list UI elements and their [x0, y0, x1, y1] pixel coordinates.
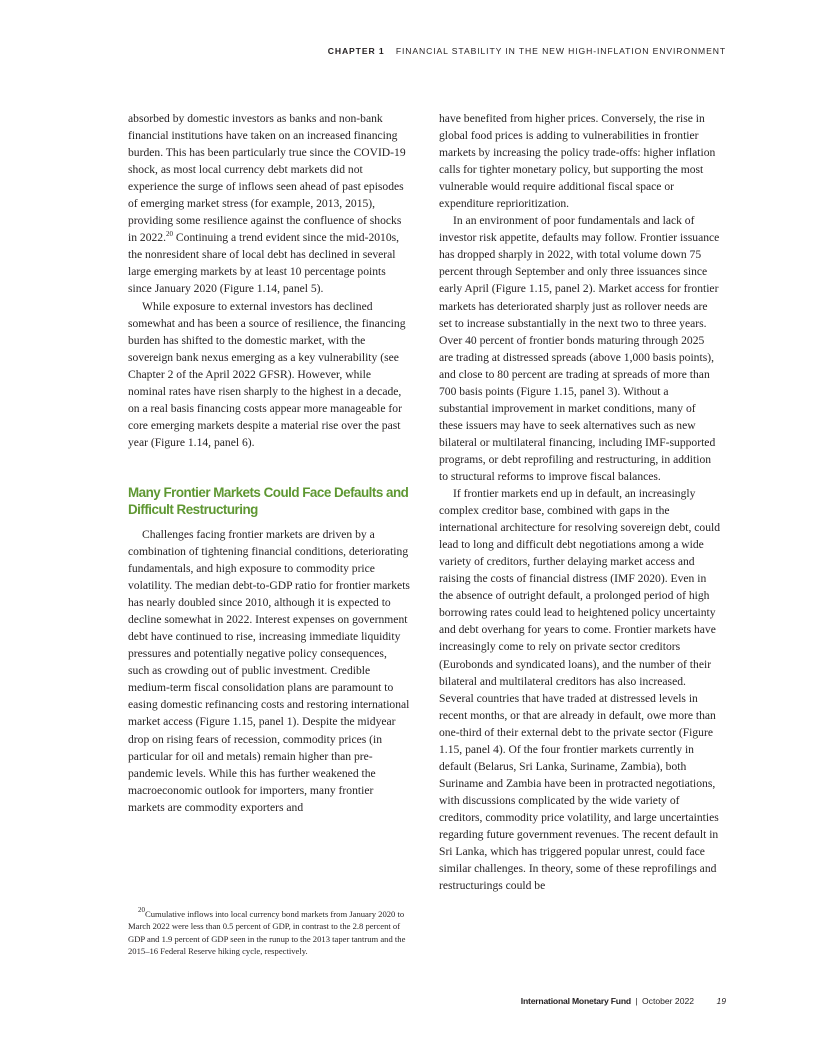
footnote-reference[interactable]: 20 [166, 230, 174, 239]
footnote-body [128, 908, 414, 958]
footnote [128, 908, 414, 958]
right-column [439, 110, 721, 894]
page-number: 19 [716, 996, 726, 1006]
footnote-number: 20 [138, 906, 145, 914]
paragraph: In an environment of poor fundamentals and lack of investor risk appetite, defaults may follow. Frontier issuance has dropped sharply in 2022, with total volume down 75 percent through September and only three issuances since early April (Figure 1.15, panel 2). Market access for frontier markets has deteriorated sharply just as rollover needs are set to increase substantially in the next two to three years. Over 40 percent of frontier bonds maturing through 2025 are trading at distressed spreads (above 1,000 basis points), and close to 80 percent are trading at spreads of more than 700 basis points (Figure 1.15, panel 3). Without a substantial improvement in market conditions, many of these issuers may have to seek alternatives such as new bilateral or multilateral financing, including IMF-supported programs, or debt reprofiling and restructuring, in addition to structural reforms to improve fiscal balances. [439, 214, 720, 483]
section-heading: Many Frontier Markets Could Face Defaults and Difficult Restructuring [128, 484, 409, 517]
chapter-label: CHAPTER 1 [327, 46, 385, 56]
paragraph: Challenges facing frontier markets are driven by a combination of tightening financial conditions, deteriorating fundamentals, and high exposure to commodity price volatility. The median debt-to-GDP ratio for frontier markets has nearly doubled since 2010, although it is expected to decline somewhat in 2022. Interest expenses on government debt have continued to rise, increasing immediate liquidity pressures and potentially negative policy consequences, such as crowding out of public investment. Credible medium-term fiscal consolidation plans are paramount to easing domestic refinancing costs and restoring international market access (Figure 1.15, panel 1). Despite the midyear drop on rising fears of recession, commodity prices (in particular for oil and metals) remain higher than pre-pandemic levels. While this has further weakened the macroeconomic outlook for importers, many frontier markets are commodity exporters and [128, 527, 410, 814]
footer-organization: International Monetary Fund [520, 996, 631, 1006]
paragraph-text: Continuing a trend evident since the mid-2010s, the nonresident share of local debt has declined in several large emerging markets by at least 10 percentage points since January 2020 (Figure 1.14, panel 5). [128, 231, 400, 296]
left-column [128, 110, 410, 816]
chapter-title: FINANCIAL STABILITY IN THE NEW HIGH-INFLATION ENVIRONMENT [395, 46, 726, 56]
paragraph: If frontier markets end up in default, an increasingly complex creditor base, combined with gaps in the international architecture for resolving sovereign debt, could lead to long and difficult debt negotiations among a wide variety of creditors, further delaying market access and raising the costs of financial distress (IMF 2020). Even in the absence of outright default, a prolonged period of high borrowing rates could lead to heightened policy uncertainty and debt overhang for years to come. Frontier markets have increasingly come to rely on private sector creditors (Eurobonds and syndicated loans), and the number of their bilateral and multilateral creditors has also increased. Several countries that have traded at distressed levels in recent months, or that are already in default, owe more than one-third of their external debt to the private sector (Figure 1.15, panel 4). Of the four frontier markets currently in default (Belarus, Sri Lanka, Suriname, Zambia), both Suriname and Zambia have been in protracted negotiations, with discussions complicated by the wide variety of creditors, commodity price volatility, and large uncertainties regarding future government revenues. The recent default in Sri Lanka, which has triggered popular unrest, could face similar challenges. In theory, some of these reprofilings and restructurings could be [439, 487, 721, 893]
footer-separator: | [635, 996, 638, 1006]
paragraph: have benefited from higher prices. Conversely, the rise in global food prices is adding to vulnerabilities in frontier markets by increasing the policy trade-offs: higher inflation calls for tighter monetary policy, but supporting the most vulnerable would require additional fiscal space or expenditure reprioritization. [439, 112, 716, 211]
running-header [328, 46, 726, 56]
paragraph-text: absorbed by domestic investors as banks and non-bank financial institutions have taken on an increased financing burden. This has been particularly true since the COVID-19 shock, as most local currency debt markets did not experience the surge of inflows seen ahead of past episodes of emerging market stress (for example, 2013, 2015), providing some resilience against the confluence of shocks in 2022. [128, 112, 406, 245]
paragraph [128, 110, 410, 298]
paragraph: While exposure to external investors has declined somewhat and has been a source of resilience, the financing burden has shifted to the domestic market, with the sovereign bank nexus emerging as a key vulnerability (see Chapter 2 of the April 2022 GFSR). However, while nominal rates have risen sharply to the highest in a decade, on a real basis financing costs appear more manageable for core emerging markets despite a material rise over the past year (Figure 1.14, panel 6). [128, 299, 406, 449]
footer-date: October 2022 [641, 996, 695, 1006]
footnote-text: Cumulative inflows into local currency bond markets from January 2020 to March 2022 were less than 0.5 percent of GDP, in contrast to the 2.8 percent of GDP and 1.9 percent of GDP seen in the runup to the 2013 taper tantrum and the 2015–16 Federal Reserve hiking cycle, respectively. [128, 909, 406, 957]
page-footer [521, 996, 726, 1006]
